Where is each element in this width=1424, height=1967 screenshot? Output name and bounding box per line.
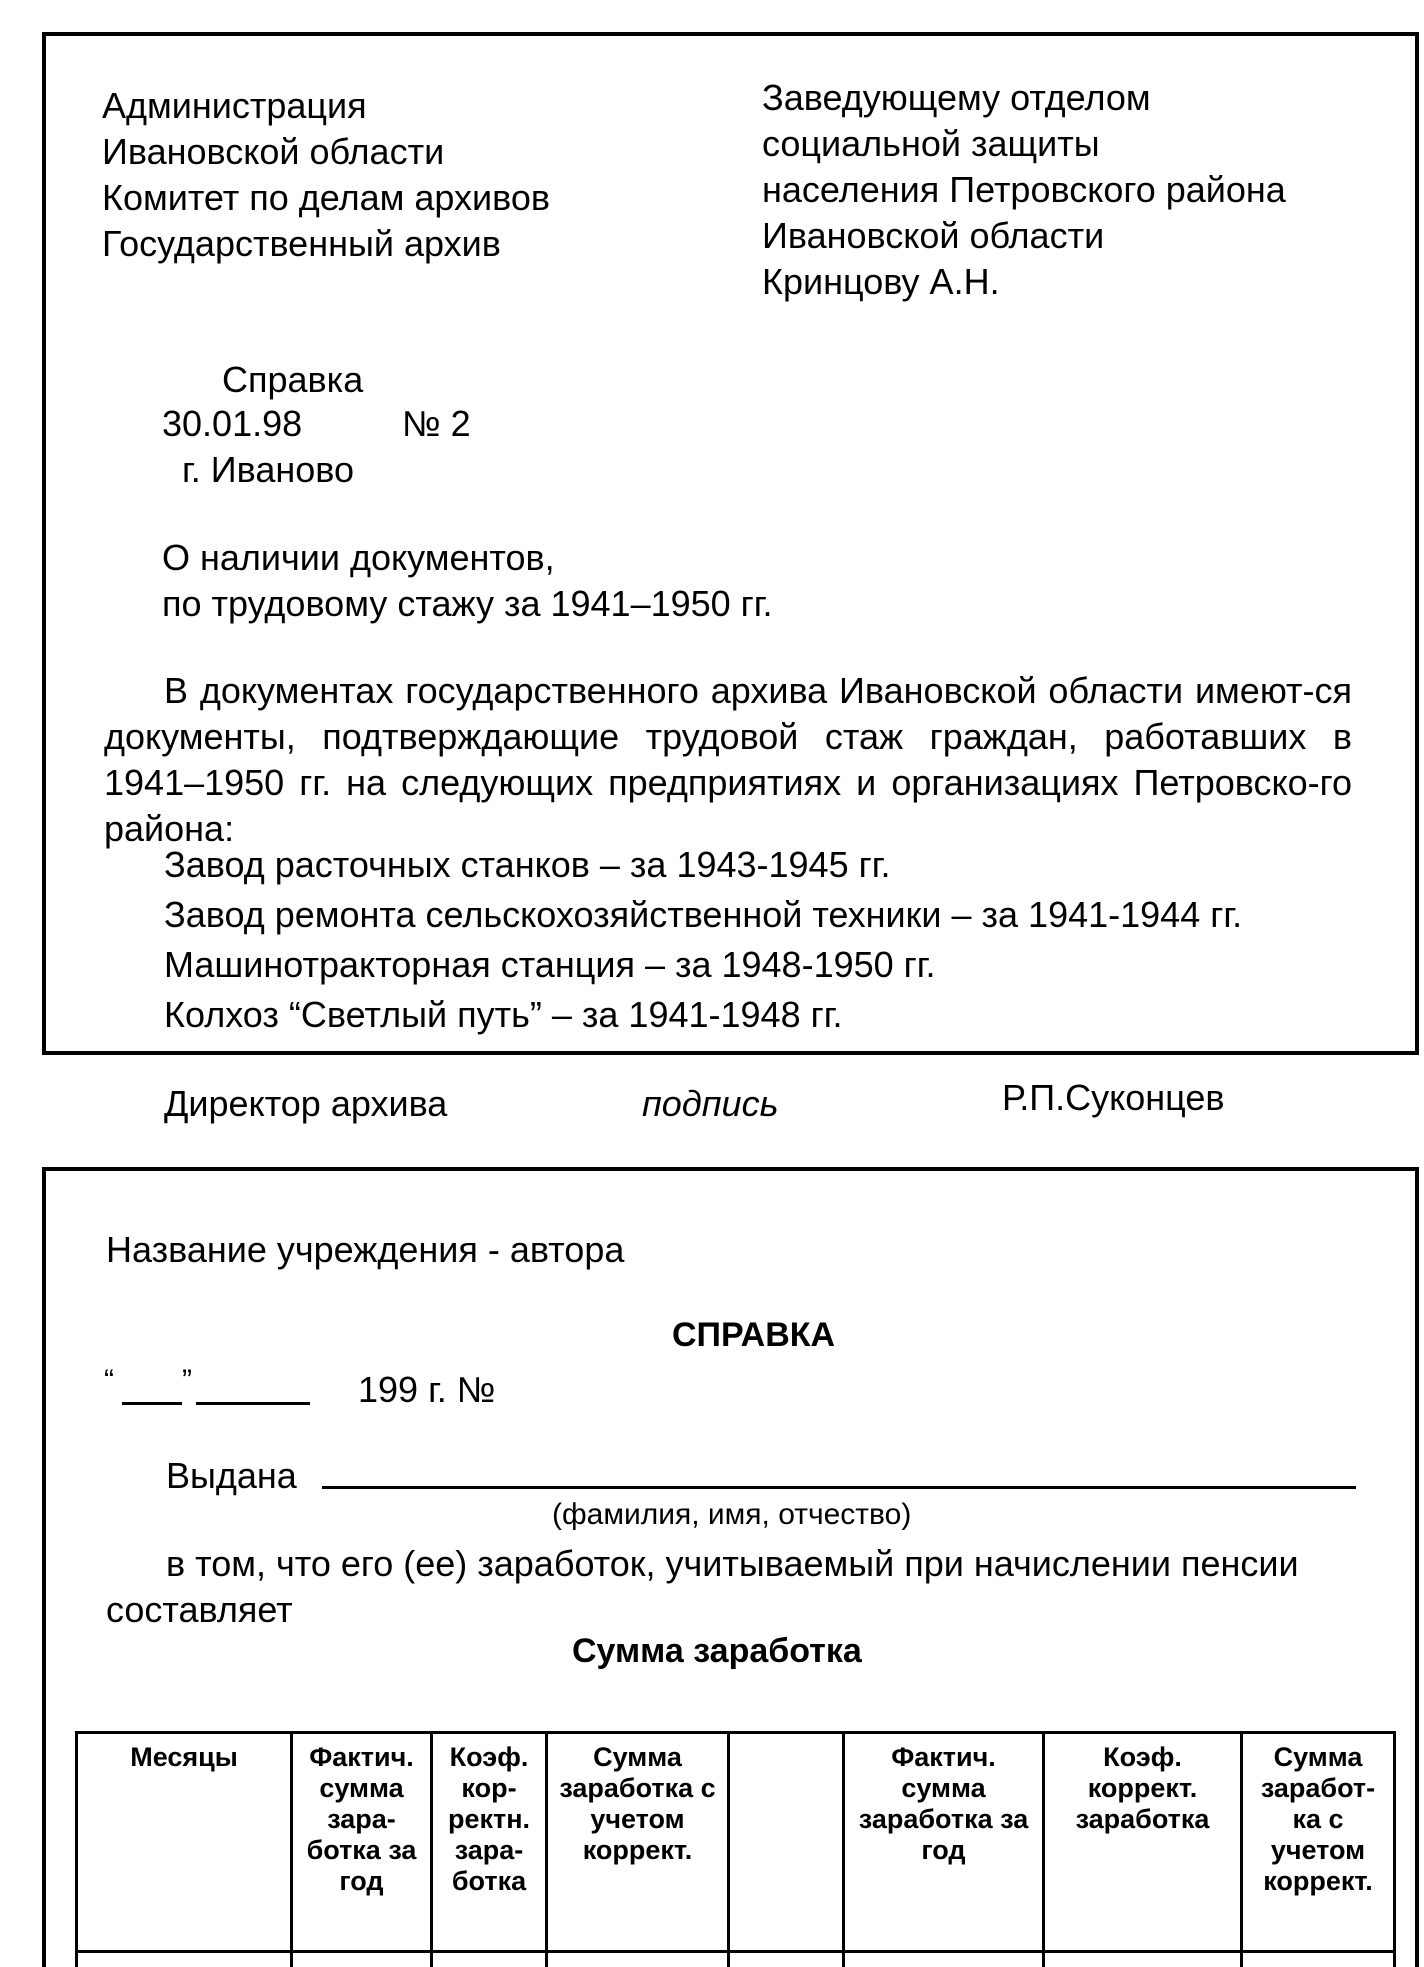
table-cell [292, 1952, 432, 1967]
earnings-table [75, 1731, 1396, 1967]
statement-line-1: в том, что его (ее) заработок, учитываемый при начислении пенсии [166, 1546, 1299, 1582]
column-header-months: Месяцы [77, 1733, 292, 1952]
fio-hint: (фамилия, имя, отчество) [552, 1500, 911, 1530]
column-header-corrected-sum-1: Сумма заработка с учетом коррект. [547, 1733, 729, 1952]
author-label: Название учреждения - автора [106, 1232, 624, 1268]
day-blank-line [122, 1402, 182, 1405]
table-cell [547, 1952, 729, 1967]
letter-body-paragraph: В документах государственного архива Ивановской области имеют-ся документы, подтверждающие трудовой стаж граждан, работавших в 1941–1950 гг. на следующих предприятиях и организациях Петровско-го района: [104, 668, 1352, 852]
date-year-number: 199 г. № [358, 1372, 495, 1408]
table-cell [844, 1952, 1044, 1967]
column-header-corrected-sum-2: Сумма заработ- ка с учетом коррект. [1242, 1733, 1395, 1952]
list-item: Колхоз “Светлый путь” – за 1941-1948 гг. [164, 990, 1242, 1040]
doc-place: г. Иваново [182, 452, 354, 488]
table-cell [432, 1952, 547, 1967]
list-item: Машинотракторная станция – за 1948-1950 гг. [164, 940, 1242, 990]
issued-label: Выдана [166, 1458, 297, 1494]
sender-line-2: Ивановской области [102, 134, 444, 170]
enterprise-list [164, 840, 1242, 1040]
subject-line-2: по трудовому стажу за 1941–1950 гг. [162, 586, 773, 622]
letter-body [104, 668, 1352, 852]
recipient-line-5: Кринцову А.Н. [762, 264, 1000, 300]
table-cell [1242, 1952, 1395, 1967]
date-quote-close: ” [182, 1366, 192, 1396]
doc-type: Справка [222, 362, 363, 398]
fio-blank-line [322, 1486, 1356, 1489]
recipient-line-2: социальной защиты [762, 126, 1100, 162]
table-cell [729, 1952, 844, 1967]
column-header-coef-1: Коэф. кор- ректн. зара- ботка [432, 1733, 547, 1952]
column-header-empty [729, 1733, 844, 1952]
sender-line-4: Государственный архив [102, 226, 501, 262]
recipient-line-3: населения Петровского района [762, 172, 1286, 208]
table-cell [77, 1952, 292, 1967]
form-title: СПРАВКА [672, 1318, 835, 1352]
column-header-actual-sum-2: Фактич. сумма заработка за год [844, 1733, 1044, 1952]
sender-line-3: Комитет по делам архивов [102, 180, 550, 216]
list-item: Завод расточных станков – за 1943-1945 гг. [164, 840, 1242, 890]
recipient-line-4: Ивановской области [762, 218, 1104, 254]
statement-line-2: составляет [106, 1592, 293, 1628]
signature-position: Директор архива [164, 1086, 447, 1122]
recipient-line-1: Заведующему отделом [762, 80, 1151, 116]
subject-line-1: О наличии документов, [162, 540, 555, 576]
column-header-coef-2: Коэф. коррект. заработка [1044, 1733, 1242, 1952]
list-item: Завод ремонта сельскохозяйственной техники – за 1941-1944 гг. [164, 890, 1242, 940]
month-blank-line [196, 1402, 310, 1405]
doc-date: 30.01.98 [162, 406, 302, 442]
column-header-actual-sum-1: Фактич. сумма зара- ботка за год [292, 1733, 432, 1952]
subtitle: Сумма заработка [572, 1634, 862, 1668]
sender-line-1: Администрация [102, 88, 367, 124]
table-cell [1044, 1952, 1242, 1967]
doc-number: № 2 [402, 406, 471, 442]
signature-mark: подпись [642, 1086, 779, 1122]
date-quote-open: “ [104, 1366, 114, 1396]
signature-name: Р.П.Суконцев [1002, 1080, 1225, 1116]
